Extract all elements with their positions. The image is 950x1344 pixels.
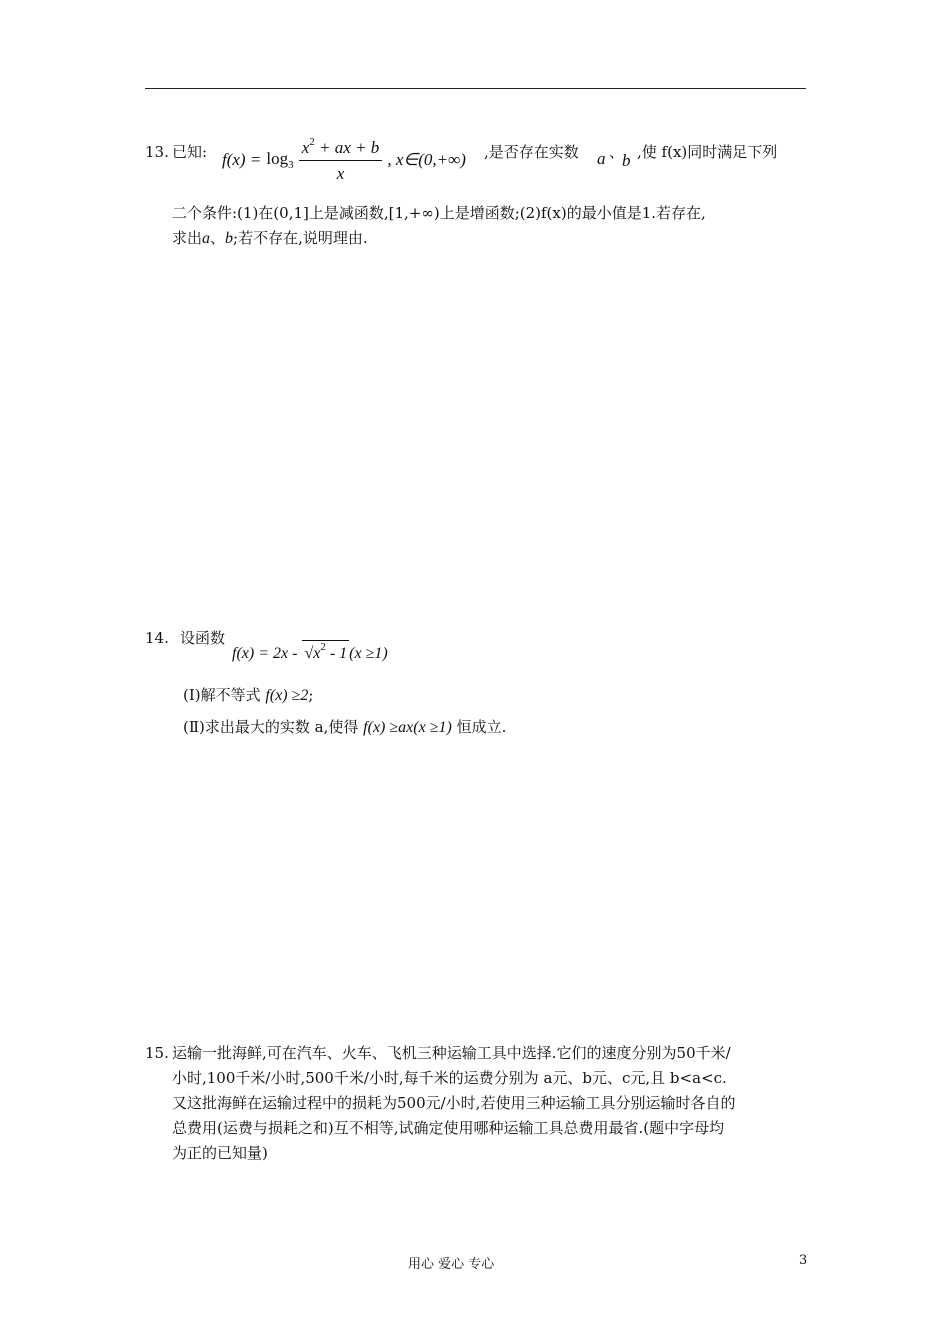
- q13-numerator: $x^2$ + ax + b: [299, 136, 383, 161]
- header-rule: [145, 88, 806, 89]
- q13-formula: [222, 136, 466, 184]
- q14-sqrt: $√x^2 - 1$: [304, 641, 348, 662]
- q13-fraction: [299, 136, 383, 184]
- q13-line2: 二个条件:(1)在(0,1]上是减函数,[1,+∞)上是增函数;(2)f(x)的最小值是1.若存在,: [172, 204, 706, 222]
- q13-formula-lhs: f(x) =: [222, 150, 262, 169]
- q14-part1: (Ⅰ)解不等式 f(x) ≥2;: [183, 686, 314, 704]
- q13-denominator: x: [336, 164, 345, 183]
- q13-line3: 求出a、b;若不存在,说明理由.: [172, 229, 368, 247]
- q15-line1: 运输一批海鲜,可在汽车、火车、飞机三种运输工具中选择.它们的速度分别为50千米/: [172, 1044, 731, 1062]
- q15-line4: 总费用(运费与损耗之和)互不相等,试确定使用哪种运输工具总费用最省.(题中字母均: [172, 1119, 725, 1137]
- q13-domain: , x∈(0,+∞): [387, 150, 466, 169]
- q15-number: 15.: [145, 1044, 169, 1062]
- q13-after-formula: ,是否存在实数: [484, 143, 579, 161]
- q13-log: $\log_3$: [266, 149, 294, 171]
- q13-intro: 已知:: [172, 143, 208, 161]
- q14-intro: 设函数: [180, 629, 226, 647]
- q14-part2: (Ⅱ)求出最大的实数 a,使得 f(x) ≥ax(x ≥1) 恒成立.: [183, 718, 507, 736]
- q13-var-a: a: [597, 149, 606, 168]
- q13-sep: 、: [609, 143, 625, 161]
- q13-number: 13.: [145, 143, 169, 161]
- q13-tail: ,使 f(x)同时满足下列: [637, 143, 778, 161]
- footer-slogan: 用心 爱心 专心: [408, 1257, 495, 1272]
- q14-number: 14.: [145, 629, 169, 647]
- q13-var-b: b: [622, 151, 631, 170]
- page-number: 3: [799, 1253, 808, 1268]
- q15-line2: 小时,100千米/小时,500千米/小时,每千米的运费分别为 a元、b元、c元,且 b<a<c.: [172, 1069, 727, 1087]
- q15-line3: 又这批海鲜在运输过程中的损耗为500元/小时,若使用三种运输工具分别运输时各自的: [172, 1094, 736, 1112]
- q14-formula: $f(x) = 2x - √x^2 - 1$ (x ≥1): [232, 641, 388, 662]
- q15-line5: 为正的已知量): [172, 1144, 268, 1162]
